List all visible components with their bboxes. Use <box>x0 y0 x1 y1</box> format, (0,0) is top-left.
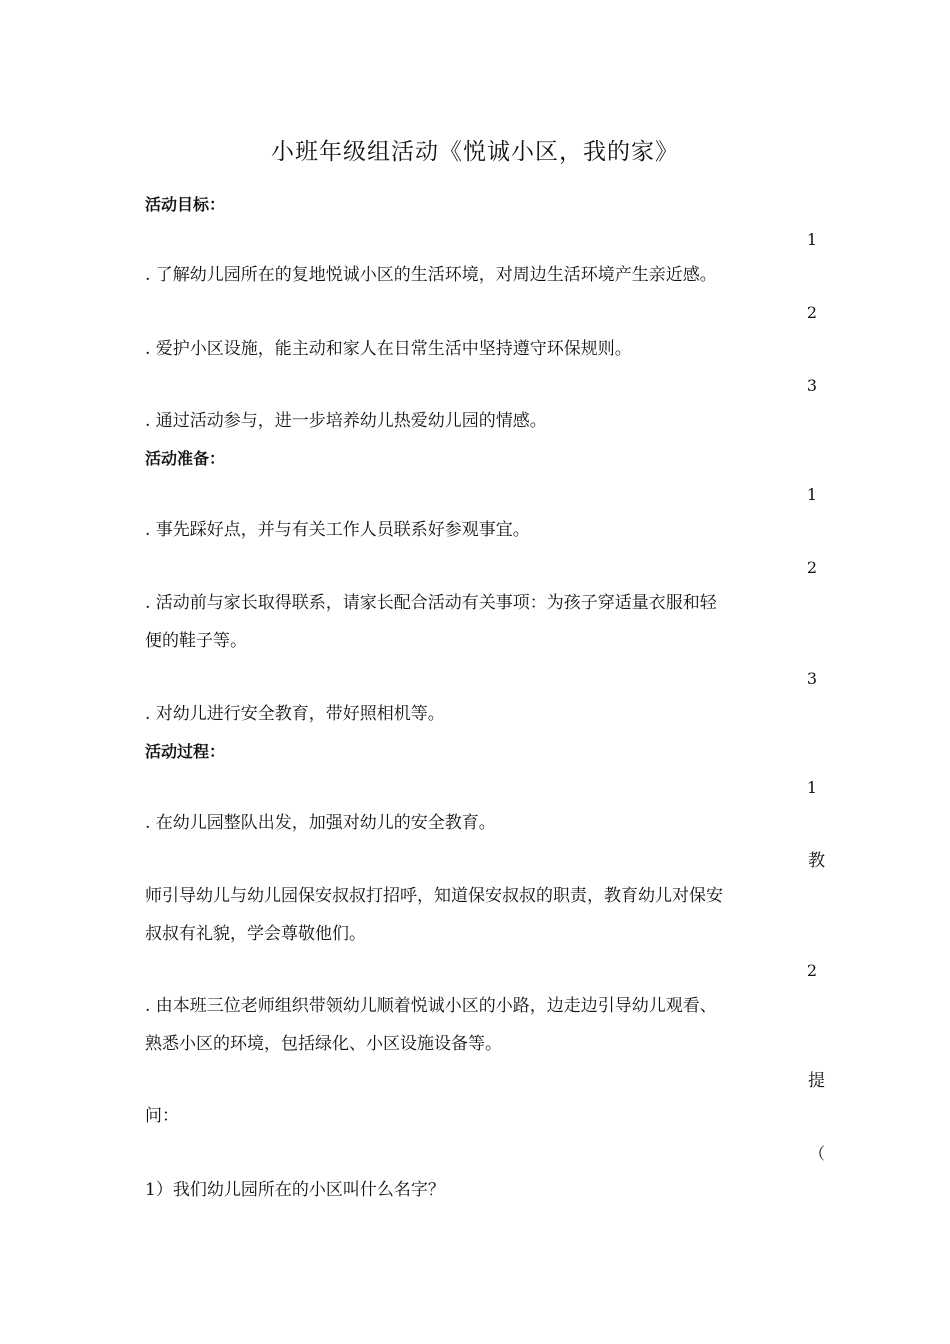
paragraph-first-char: 教 <box>808 851 825 871</box>
question-text: 1）我们幼儿园所在的小区叫什么名字？ <box>145 1180 445 1200</box>
paragraph-first-char: （ <box>808 1144 825 1163</box>
paragraph-text: 问： <box>145 1106 179 1126</box>
section-heading-goals: 活动目标： <box>145 195 226 214</box>
list-item-text: . 在幼儿园整队出发，加强对幼儿的安全教育。 <box>145 813 496 833</box>
list-number: 3 <box>806 376 817 395</box>
list-item-text: . 活动前与家长取得联系，请家长配合活动有关事项：为孩子穿适量衣服和轻 <box>145 593 717 613</box>
list-number: 1 <box>806 230 817 249</box>
list-number: 2 <box>806 558 817 577</box>
list-item-text: . 由本班三位老师组织带领幼儿顺着悦诚小区的小路，边走边引导幼儿观看、 <box>145 996 717 1016</box>
section-heading-process: 活动过程： <box>145 742 226 761</box>
paragraph-first-char: 提 <box>808 1071 825 1091</box>
document-title: 小班年级组活动《悦诚小区，我的家》 <box>271 139 679 165</box>
list-number: 1 <box>806 485 817 504</box>
list-number: 3 <box>806 669 817 688</box>
paragraph-text: 师引导幼儿与幼儿园保安叔叔打招呼，知道保安叔叔的职责，教育幼儿对保安 <box>145 886 723 906</box>
list-number: 2 <box>806 961 817 980</box>
list-item-text: . 对幼儿进行安全教育，带好照相机等。 <box>145 704 445 724</box>
list-item-text: . 了解幼儿园所在的复地悦诚小区的生活环境，对周边生活环境产生亲近感。 <box>145 265 717 285</box>
list-item-text: . 事先踩好点，并与有关工作人员联系好参观事宜。 <box>145 520 530 540</box>
section-heading-preparation: 活动准备： <box>145 449 226 468</box>
list-item-text-continued: 熟悉小区的环境，包括绿化、小区设施设备等。 <box>145 1034 502 1054</box>
paragraph-text-continued: 叔叔有礼貌，学会尊敬他们。 <box>145 924 366 944</box>
list-item-text: . 爱护小区设施，能主动和家人在日常生活中坚持遵守环保规则。 <box>145 339 632 359</box>
list-item-text: . 通过活动参与，进一步培养幼儿热爱幼儿园的情感。 <box>145 411 547 431</box>
list-number: 1 <box>806 778 817 797</box>
list-number: 2 <box>806 303 817 322</box>
list-item-text-continued: 便的鞋子等。 <box>145 631 247 651</box>
